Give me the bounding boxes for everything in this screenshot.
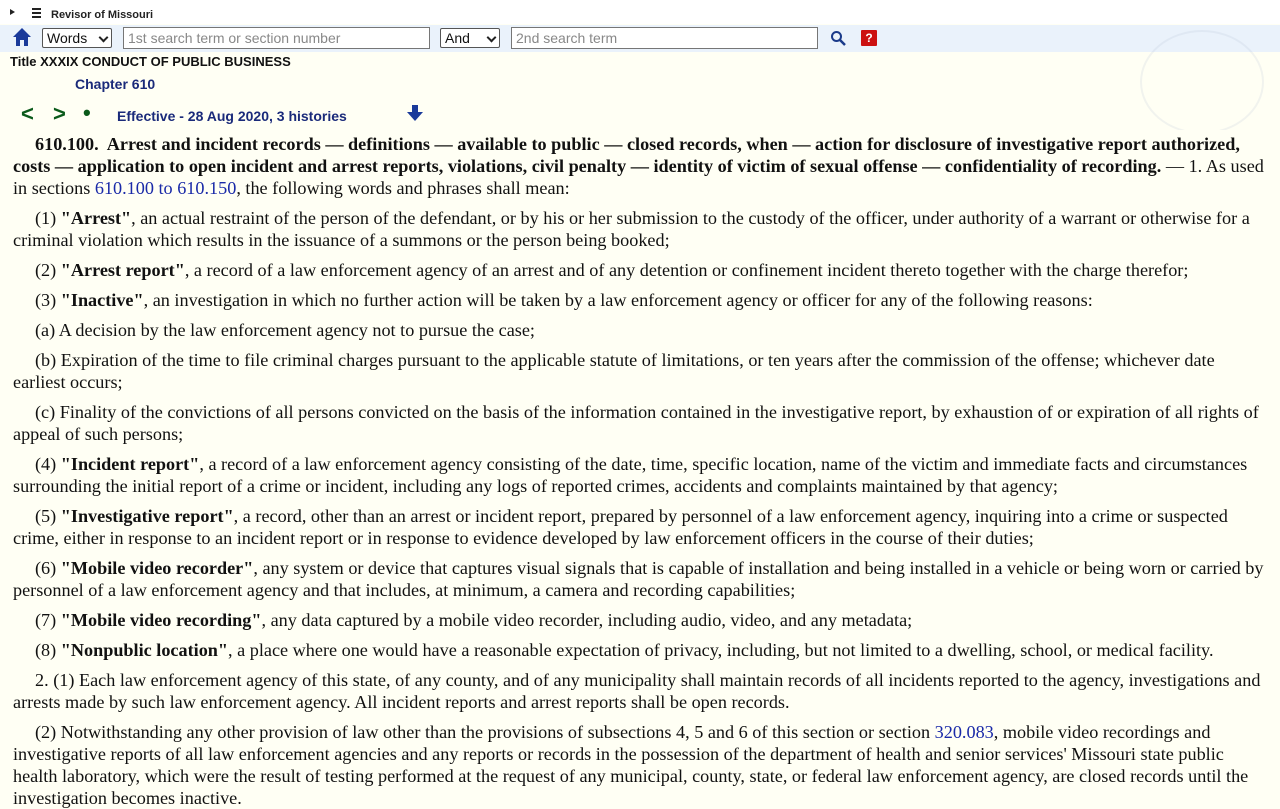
statute-paragraph [0,319,1280,341]
arrow-down-icon[interactable] [406,104,424,122]
statute-content [0,130,1280,808]
expand-triangle-icon[interactable] [10,9,15,15]
statute-paragraph [0,609,1280,631]
paragraph-text: , an actual restraint of the person of the defendant, or by his or her submission to the custody of the officer, under authority of a warrant or otherwise for a criminal violation which results in the issuance of a summons or the person being booked; [13,208,1250,250]
search-mode-select[interactable] [42,28,112,48]
defined-term: "Mobile video recorder" [60,558,254,578]
statute-paragraph [0,639,1280,661]
paragraph-number: (7) [35,610,61,630]
paragraph-text: , any data captured by a mobile video recorder, including audio, video, and any metadata; [261,610,913,630]
paragraph-text: , any system or device that captures visual signals that is capable of installation and being installed in a vehicle or being worn or carried by personnel of a law enforcement agency and that includes, at minimum, a camera and recording capabilities; [13,558,1264,600]
paragraph-text-end: , mobile video recordings and investigative reports of all law enforcement agencies and any reports or records in the possession of the department of health and senior services' Missouri state public health laboratory, which were the result of testing performed at the request of any municipal, county, state, or federal law enforcement agency, are closed records until the investigation becomes inactive. [13,722,1249,808]
effective-date-link[interactable]: Effective - 28 Aug 2020, 3 histories [117,108,347,124]
statute-paragraph [0,401,1280,445]
paragraph-text: , a place where one would have a reasonable expectation of privacy, including, but not limited to a dwelling, school, or medical facility. [228,640,1214,660]
paragraph-text: Each law enforcement agency of this state, of any county, and of any municipality shall maintain records of all incidents reported to the agency, investigations and arrests made by such law enforcement agency. All incident reports and arrest reports shall be open records. [13,670,1261,712]
paragraph-text: A decision by the law enforcement agency not to pursue the case; [58,320,535,340]
operator-value: And [445,30,470,46]
chapter-link[interactable]: Chapter 610 [75,76,156,92]
menu-icon[interactable] [32,8,41,20]
section-number: 610.100. [35,134,99,154]
defined-term: "Arrest report" [60,260,185,280]
next-section-button[interactable]: > [53,101,66,126]
statute-paragraph [0,669,1280,713]
paragraph-number: (3) [35,290,61,310]
paragraph-number: (4) [35,454,61,474]
paragraph-text: Expiration of the time to file criminal charges pursuant to the applicable statute of limitations, or ten years after the commission of the offense; whichever date earliest occurs; [13,350,1215,392]
paragraph-text: (2) Notwithstanding any other provision of law other than the provisions of subsections 4, 5 and 6 of this section or section [35,722,935,742]
chevron-down-icon [487,33,497,43]
paragraph-number: (6) [35,558,61,578]
defined-term: "Nonpublic location" [60,640,229,660]
paragraph-number: (b) [35,350,61,370]
paragraph-number: (c) [35,402,60,422]
defined-term: "Inactive" [60,290,144,310]
defined-term: "Investigative report" [60,506,234,526]
top-bar [0,0,1280,24]
paragraph-number: (8) [35,640,61,660]
statute-paragraph [0,505,1280,549]
site-name[interactable]: Revisor of Missouri [51,9,154,21]
defined-term: "Incident report" [60,454,200,474]
statute-paragraph [0,259,1280,281]
search-bar [0,25,1280,52]
first-search-input[interactable]: 1st search term or section number [123,27,430,49]
second-search-input[interactable]: 2nd search term [511,27,818,49]
prev-section-button[interactable]: < [21,101,34,126]
seal-watermark [1140,30,1264,134]
statute-paragraph [0,453,1280,497]
search-mode-value: Words [47,30,88,46]
title-heading[interactable]: Title XXXIX CONDUCT OF PUBLIC BUSINESS [10,54,291,69]
defined-term: "Arrest" [60,208,132,228]
paragraph-number: (a) [35,320,59,340]
sections-link[interactable]: 610.100 to 610.150 [94,178,237,198]
paragraph-number: (2) [35,260,61,280]
section-heading: Arrest and incident records — definitions — available to public — closed records, when — action for disclosure of investigative report authorized, costs — application to open incident and arrest reports, violations, civil penalty — identity of victim of sexual offense — confidentiality of recording. [13,134,1240,176]
home-icon[interactable] [11,26,33,48]
paragraph-number: 2. (1) [35,670,79,690]
statute-paragraph [0,557,1280,601]
statute-paragraph [0,721,1280,809]
statute-paragraph [0,207,1280,251]
defined-term: "Mobile video recording" [60,610,262,630]
statute-paragraph [0,289,1280,311]
paragraph-text: Finality of the convictions of all persons convicted on the basis of the information contained in the investigative report, by exhaustion of or expiration of all rights of appeal of such persons; [13,402,1259,444]
paragraph-number: (5) [35,506,61,526]
operator-select[interactable] [440,28,500,48]
paragraph-text: , a record of a law enforcement agency consisting of the date, time, specific location, name of the victim and immediate facts and circumstances surrounding the initial report of a crime or incident, including any logs of reported crimes, accidents and complaints maintained by that agency; [13,454,1248,496]
intro-text-end: , the following words and phrases shall mean: [236,178,570,198]
search-icon[interactable] [830,30,846,46]
section-320-083-link[interactable]: 320.083 [934,722,994,742]
definition-list [0,207,1280,713]
paragraph-number: (1) [35,208,61,228]
section-heading-paragraph [0,133,1280,199]
paragraph-text: , a record of a law enforcement agency of an arrest and of any detention or confinement incident thereto together with the charge therefor; [184,260,1189,280]
paragraph-text: , a record, other than an arrest or incident report, prepared by personnel of a law enforcement agency, inquiring into a crime or suspected crime, either in response to an incident report or in response to evidence developed by law enforcement officers in the course of their duties; [13,506,1228,548]
statute-paragraph [0,349,1280,393]
intro-text: — 1. As used in sections [13,156,1264,198]
chevron-down-icon [99,33,109,43]
help-icon[interactable]: ? [861,30,877,46]
paragraph-text: , an investigation in which no further action will be taken by a law enforcement agency or officer for any of the following reasons: [143,290,1093,310]
current-section-dot[interactable]: • [83,100,91,125]
